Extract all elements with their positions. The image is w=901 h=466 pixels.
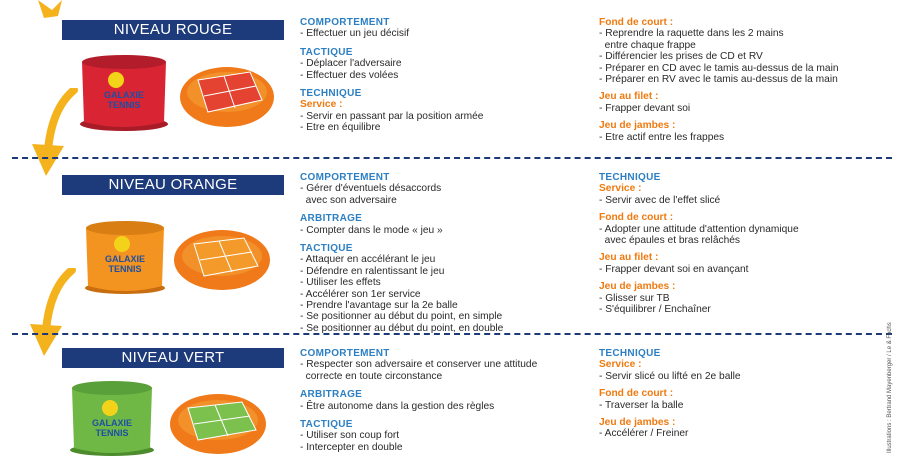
vert-column-2 xyxy=(599,348,869,440)
svg-text:GALAXIE: GALAXIE xyxy=(103,90,145,100)
list-item: avec son adversaire xyxy=(300,194,397,206)
subsection-heading: Service : xyxy=(599,183,642,195)
rouge-column-1 xyxy=(300,17,580,134)
list-item: - Prendre l'avantage sur la 2e balle xyxy=(300,300,458,312)
svg-text:GALAXIE: GALAXIE xyxy=(104,254,146,264)
ball-basket-icon xyxy=(66,378,158,458)
list-item: - Etre actif entre les frappes xyxy=(599,131,725,143)
subsection-heading: Fond de court : xyxy=(599,212,674,224)
list-item: - Gérer d'éventuels désaccords xyxy=(300,183,442,195)
list-item: - Utiliser les effets xyxy=(300,277,381,289)
list-item: - Compter dans le mode « jeu » xyxy=(300,224,443,236)
banner-niveau-orange: NIVEAU ORANGE xyxy=(62,175,284,195)
list-item: - Etre en équilibre xyxy=(300,122,381,134)
list-item: - Adopter une attitude d'attention dynamique xyxy=(599,223,799,235)
section-heading: COMPORTEMENT xyxy=(300,348,390,359)
list-item: - Différencier les prises de CD et RV xyxy=(599,51,763,63)
list-item: correcte en toute circonstance xyxy=(300,370,443,382)
illustration-credit xyxy=(880,322,893,455)
list-item: - Préparer en RV avec le tamis au-dessus de la main xyxy=(599,74,838,86)
list-item: - Accélérer / Freiner xyxy=(599,428,689,440)
subsection-heading: Jeu de jambes : xyxy=(599,417,676,429)
section-heading: TACTIQUE xyxy=(300,243,353,255)
tennis-court-icon xyxy=(178,64,276,128)
section-heading: TACTIQUE xyxy=(300,419,353,431)
section-heading: COMPORTEMENT xyxy=(300,17,390,28)
subsection-heading: Service : xyxy=(300,99,343,111)
subsection-heading: Service : xyxy=(599,359,642,371)
list-item: - Glisser sur TB xyxy=(599,292,670,304)
subsection-heading: Fond de court : xyxy=(599,17,674,28)
subsection-heading: Jeu de jambes : xyxy=(599,281,676,293)
list-item: - Frapper devant soi en avançant xyxy=(599,263,749,275)
list-item: - Servir avec de l'effet slicé xyxy=(599,194,721,206)
section-heading: ARBITRAGE xyxy=(300,213,363,225)
list-item: - Reprendre la raquette dans les 2 mains xyxy=(599,28,784,40)
list-item: - Effectuer un jeu décisif xyxy=(300,28,410,40)
section-heading: ARBITRAGE xyxy=(300,389,363,401)
list-item: - Se positionner au début du point, en simple xyxy=(300,311,503,323)
svg-text:TENNIS: TENNIS xyxy=(107,100,141,110)
banner-niveau-rouge: NIVEAU ROUGE xyxy=(62,20,284,40)
list-item: - Attaquer en accélérant le jeu xyxy=(300,254,436,266)
svg-text:TENNIS: TENNIS xyxy=(108,264,142,274)
orange-column-1 xyxy=(300,172,590,334)
svg-text:GALAXIE: GALAXIE xyxy=(91,418,133,428)
list-item: - Défendre en ralentissant le jeu xyxy=(300,265,445,277)
list-item: - Être autonome dans la gestion des règles xyxy=(300,400,495,412)
section-heading: TECHNIQUE xyxy=(300,88,362,100)
tennis-court-icon xyxy=(172,226,272,292)
list-item: - Intercepter en double xyxy=(300,441,403,453)
list-item: - Servir en passant par la position armée xyxy=(300,110,484,122)
list-item: - Déplacer l'adversaire xyxy=(300,58,402,70)
section-heading: TECHNIQUE xyxy=(599,348,661,359)
ball-basket-icon xyxy=(76,52,172,132)
section-heading: COMPORTEMENT xyxy=(300,172,390,183)
list-item: - Préparer en CD avec le tamis au-dessus de la main xyxy=(599,62,839,74)
list-item: - Utiliser son coup fort xyxy=(300,430,400,442)
list-item: entre chaque frappe xyxy=(599,39,696,51)
list-item: - Servir slicé ou lifté en 2e balle xyxy=(599,370,741,382)
section-divider xyxy=(12,157,892,159)
section-niveau-rouge xyxy=(0,0,901,158)
section-heading: TECHNIQUE xyxy=(599,172,661,183)
vert-column-1 xyxy=(300,348,595,453)
svg-text:TENNIS: TENNIS xyxy=(95,428,129,438)
list-item: - Frapper devant soi xyxy=(599,102,691,114)
list-item: - Respecter son adversaire et conserver une attitude xyxy=(300,359,538,371)
list-item: - Effectuer des volées xyxy=(300,69,399,81)
rouge-column-2 xyxy=(599,17,889,143)
tennis-court-icon xyxy=(168,390,268,456)
subsection-heading: Jeu au filet : xyxy=(599,91,659,103)
list-item: - Accélérer son 1er service xyxy=(300,288,421,300)
section-niveau-orange xyxy=(0,160,901,332)
list-item: - Se positionner au début du point, en double xyxy=(300,322,504,334)
list-item: avec épaules et bras relâchés xyxy=(599,235,741,247)
banner-niveau-vert: NIVEAU VERT xyxy=(62,348,284,368)
list-item: - Traverser la balle xyxy=(599,399,684,411)
subsection-heading: Fond de court : xyxy=(599,388,674,400)
section-niveau-vert xyxy=(0,334,901,466)
ball-basket-icon xyxy=(80,218,170,296)
section-heading: TACTIQUE xyxy=(300,46,353,58)
subsection-heading: Jeu au filet : xyxy=(599,252,659,264)
list-item: - S'équilibrer / Enchaîner xyxy=(599,304,711,316)
subsection-heading: Jeu de jambes : xyxy=(599,120,676,132)
credit-text: Illustrations : Bertrand Mayenberger / Le & Fachs xyxy=(887,322,893,453)
orange-column-2 xyxy=(599,172,889,315)
